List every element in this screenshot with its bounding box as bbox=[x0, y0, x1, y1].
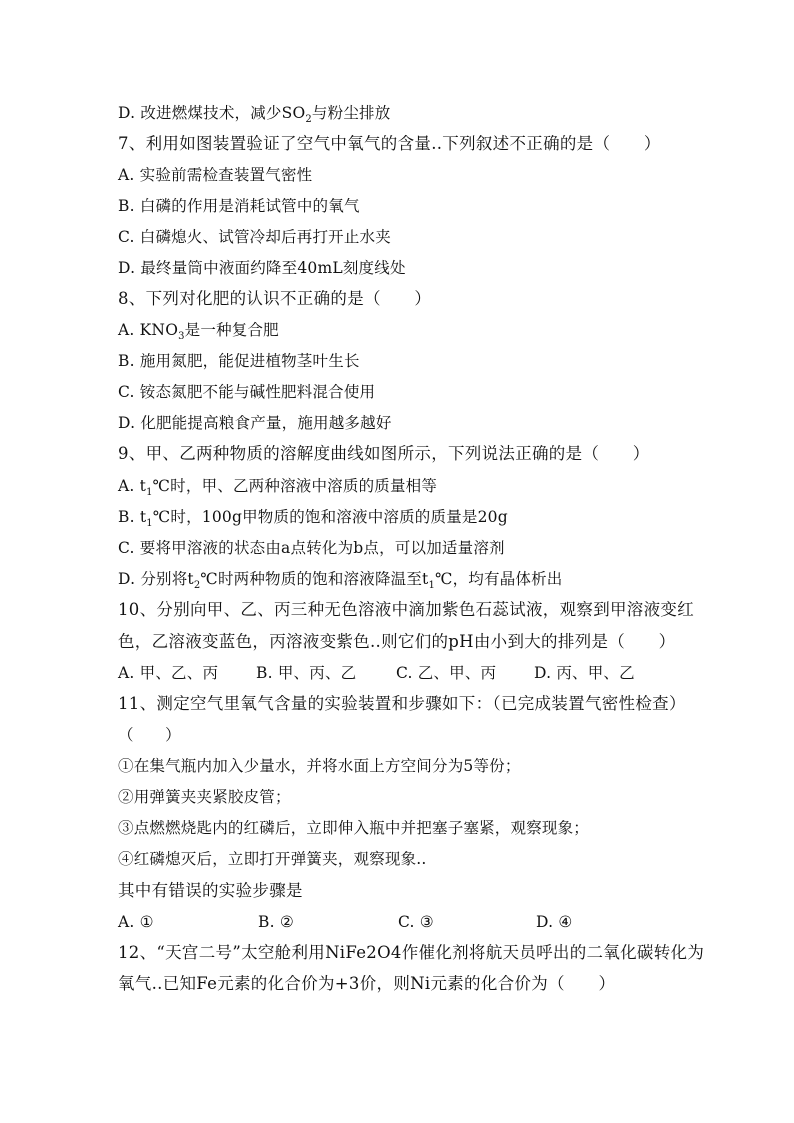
q11-step-4: ④红磷熄灭后，立即打开弹簧夹，观察现象.. bbox=[118, 850, 427, 868]
q10-option-b: B. 甲、丙、乙 bbox=[256, 664, 357, 682]
q9-option-c: C. 要将甲溶液的状态由a点转化为b点，可以加适量溶剂 bbox=[118, 539, 505, 557]
q6-option-d: D. 改进燃煤技术，减少$SO_2$与粉尘排放 bbox=[118, 104, 391, 125]
q11-option-d: D. ④ bbox=[536, 913, 573, 931]
q10-options bbox=[118, 663, 635, 683]
q10-option-c: C. 乙、甲、丙 bbox=[396, 664, 497, 682]
q8-option-d: D. 化肥能提高粮食产量，施用越多越好 bbox=[118, 414, 392, 432]
q11-prompt: 其中有错误的实验步骤是 bbox=[118, 881, 303, 900]
question-10: 10、分别向甲、乙、丙三种无色溶液中滴加紫色石蕊试液，观察到甲溶液变红 bbox=[118, 600, 694, 619]
q11-step-2: ②用弹簧夹夹紧胶皮管； bbox=[118, 788, 291, 806]
question-7: 7、利用如图装置验证了空气中氧气的含量..下列叙述不正确的是（ ） bbox=[118, 134, 661, 153]
q9-option-a: A. $t_1℃$时，甲、乙两种溶液中溶质的质量相等 bbox=[118, 477, 438, 498]
question-10-cont: 色，乙溶液变蓝色，丙溶液变紫色..则它们的pH由小到大的排列是（ ） bbox=[118, 632, 676, 651]
q9-option-b: B. $t_1℃$时，100g甲物质的饱和溶液中溶质的质量是20g bbox=[118, 508, 508, 529]
q8-option-b: B. 施用氮肥，能促进植物茎叶生长 bbox=[118, 352, 360, 370]
q11-step-3: ③点燃燃烧匙内的红磷后，立即伸入瓶中并把塞子塞紧，观察现象； bbox=[118, 819, 590, 837]
q10-option-a: A. 甲、乙、丙 bbox=[118, 664, 219, 682]
q7-option-b: B. 白磷的作用是消耗试管中的氧气 bbox=[118, 197, 360, 215]
question-12: 12、“天宫二号”太空舱利用NiFe2O4作催化剂将航天员呼出的二氧化碳转化为 bbox=[118, 943, 705, 962]
q8-option-a: A. $KNO_3$是一种复合肥 bbox=[118, 321, 279, 342]
q7-option-a: A. 实验前需检查装置气密性 bbox=[118, 166, 313, 184]
question-8: 8、下列对化肥的认识不正确的是（ ） bbox=[118, 289, 432, 308]
q11-option-a: A. ① bbox=[118, 913, 154, 931]
question-12-cont: 氧气..已知Fe元素的化合价为+3价，则Ni元素的化合价为（ ） bbox=[118, 974, 616, 993]
question-9: 9、甲、乙两种物质的溶解度曲线如图所示，下列说法正确的是（ ） bbox=[118, 444, 650, 463]
q10-option-d: D. 丙、甲、乙 bbox=[534, 664, 635, 682]
q11-options bbox=[118, 912, 572, 932]
q9-option-d: D. 分别将$t_2℃$时两种物质的饱和溶液降温至$t_1℃$，均有晶体析出 bbox=[118, 570, 563, 591]
q11-step-1: ①在集气瓶内加入少量水，并将水面上方空间分为5等份； bbox=[118, 757, 521, 775]
question-11-bracket: （ ） bbox=[118, 726, 181, 744]
q11-option-b: B. ② bbox=[258, 913, 294, 931]
q7-option-d: D. 最终量筒中液面约降至40mL刻度线处 bbox=[118, 259, 406, 277]
q7-option-c: C. 白磷熄火、试管冷却后再打开止水夹 bbox=[118, 228, 391, 246]
question-11: 11、测定空气里氧气含量的实验装置和步骤如下：（已完成装置气密性检查） bbox=[118, 694, 686, 713]
q11-option-c: C. ③ bbox=[398, 913, 434, 931]
q8-option-c: C. 铵态氮肥不能与碱性肥料混合使用 bbox=[118, 383, 376, 401]
